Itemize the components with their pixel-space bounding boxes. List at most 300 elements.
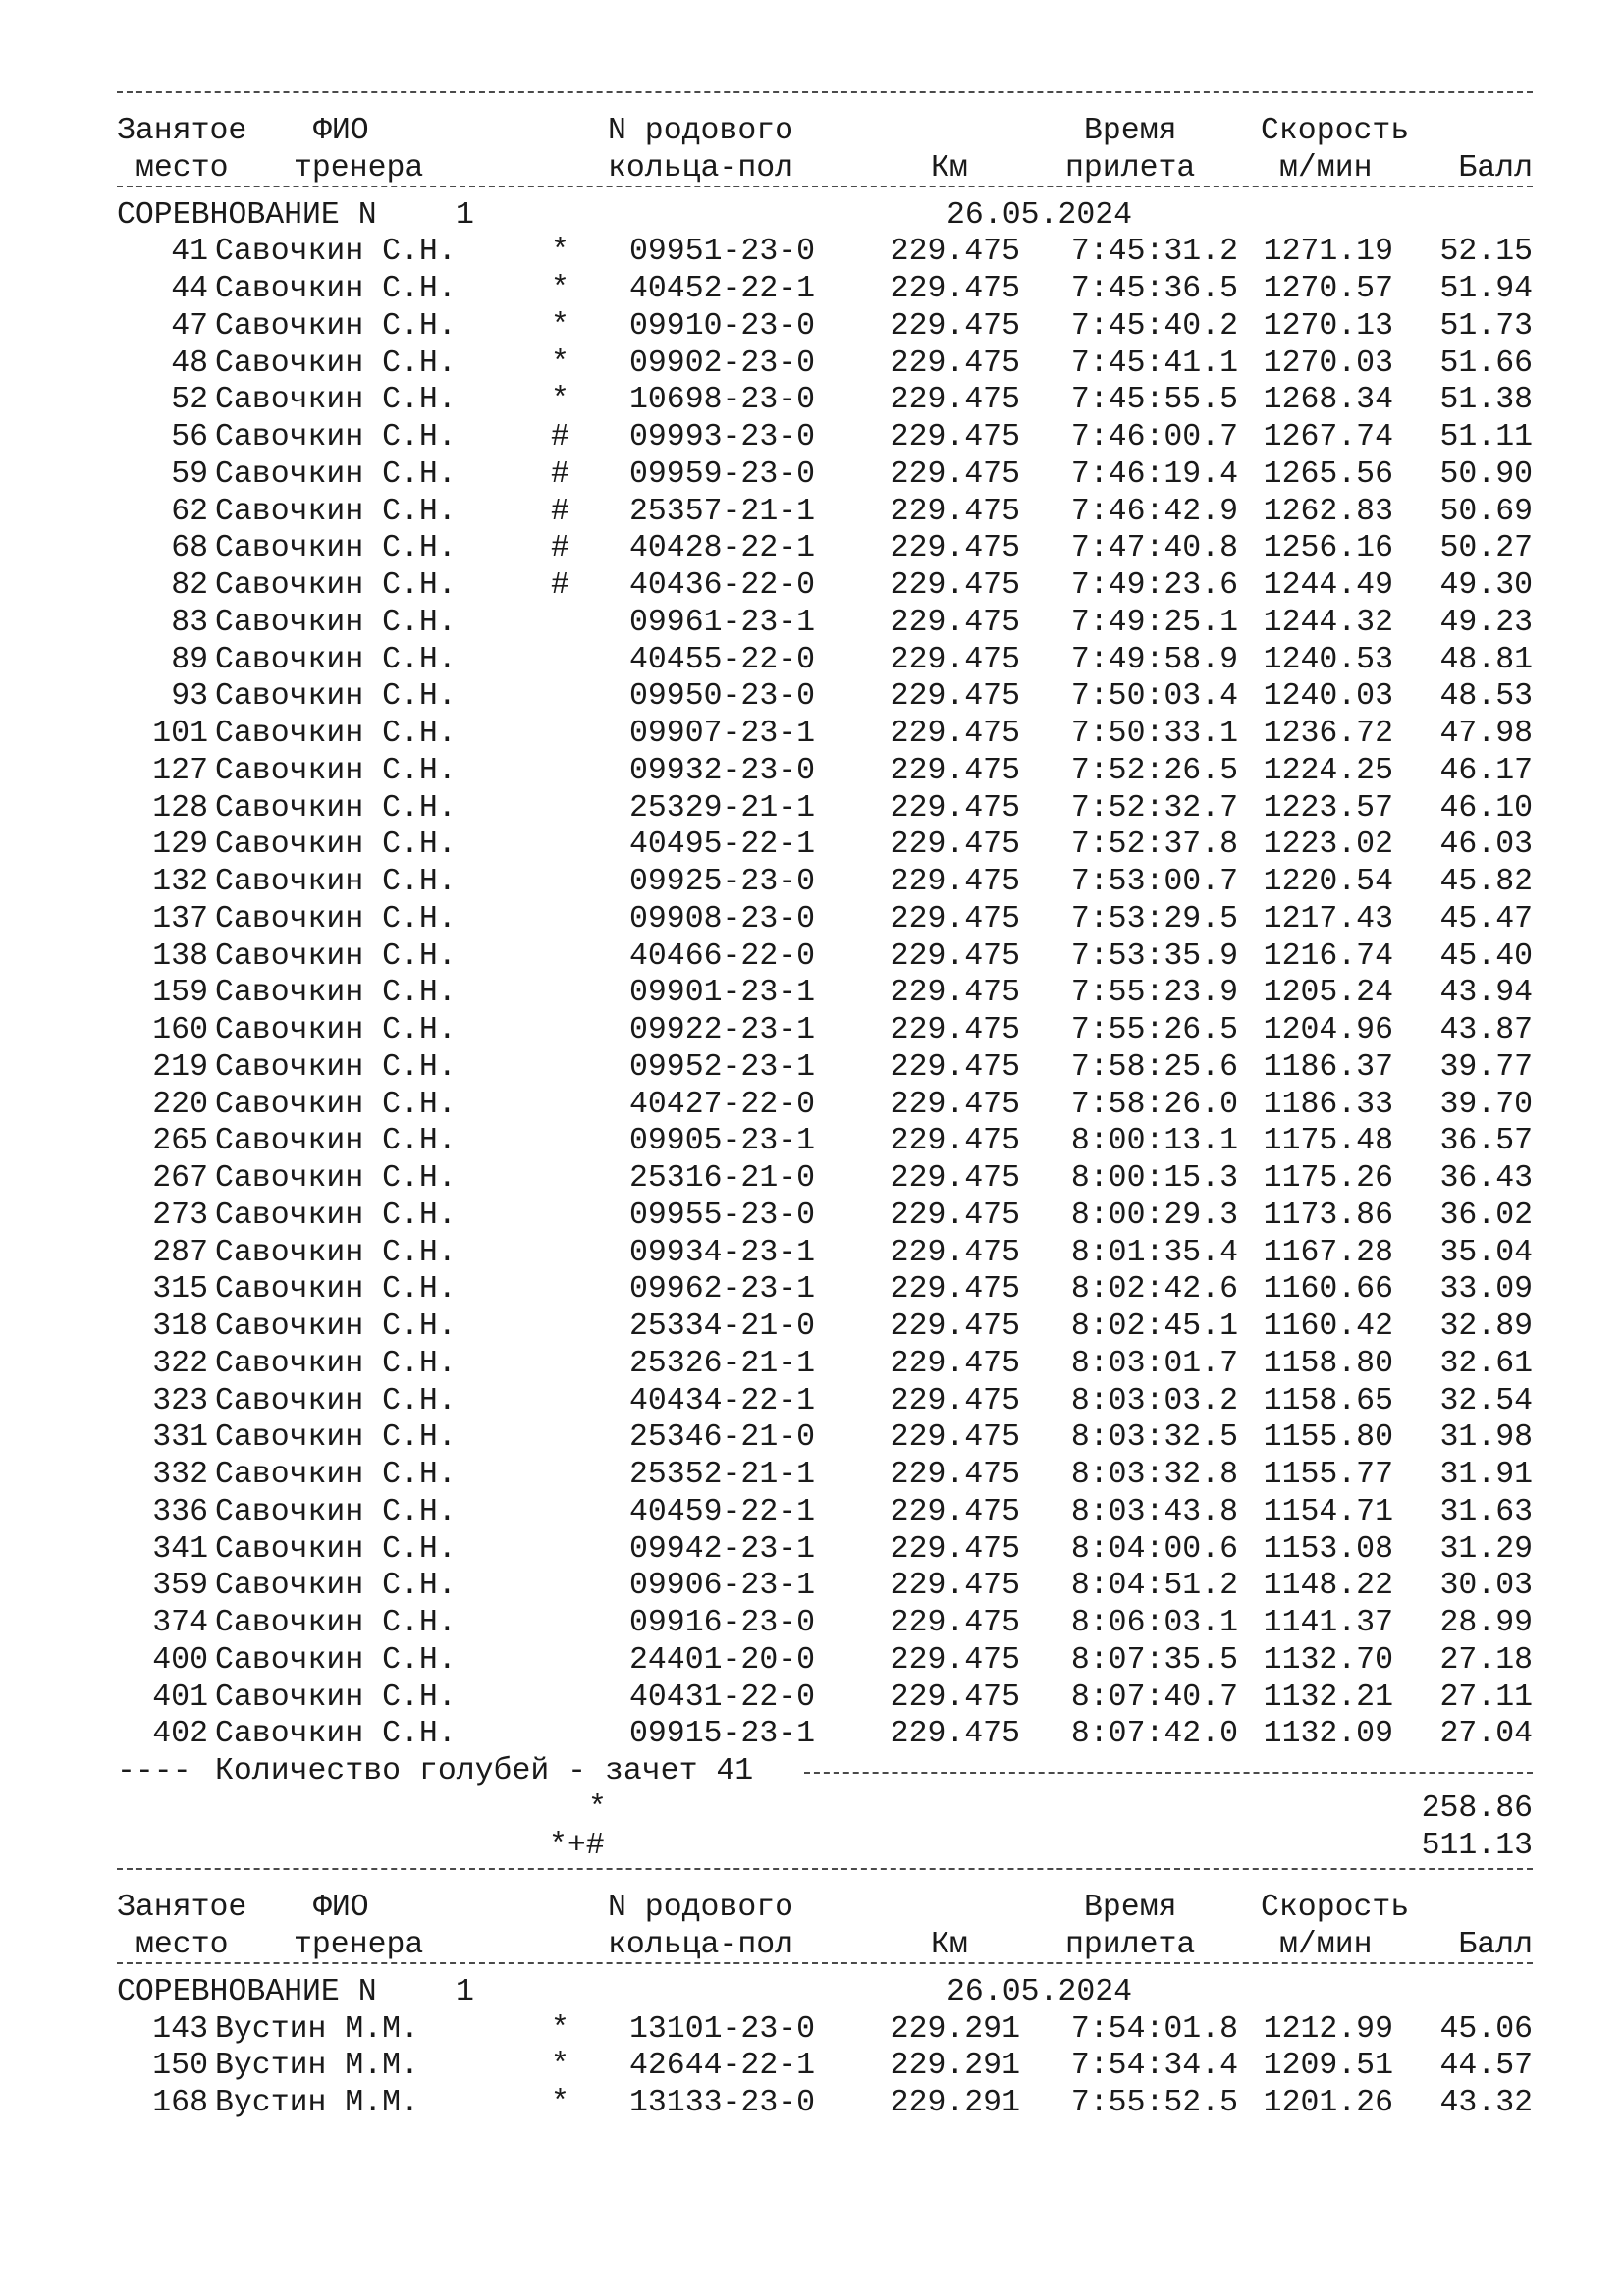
mark-cell: * [551, 383, 569, 418]
speed-cell: 1270.13 [1263, 308, 1393, 344]
arrival-time-cell: 7:53:29.5 [1070, 901, 1238, 936]
points-cell: 45.40 [1439, 938, 1533, 974]
points-cell: 39.77 [1439, 1049, 1533, 1085]
header-bottom-rule [117, 1962, 1533, 1964]
points-cell: 36.57 [1439, 1124, 1533, 1159]
place-cell: 47 [171, 308, 208, 344]
speed-cell: 1270.57 [1263, 272, 1393, 306]
table-row [117, 864, 1533, 901]
ring-number-cell: 10698-23-0 [629, 383, 816, 418]
competition-date: 26.05.2024 [947, 1974, 1133, 2009]
km-cell: 229.475 [890, 568, 1020, 603]
points-cell: 43.94 [1439, 976, 1533, 1011]
arrival-time-cell: 7:55:52.5 [1070, 2086, 1238, 2120]
trainer-name-cell: Савочкин С.Н. [215, 494, 457, 529]
arrival-time-cell: 8:04:00.6 [1070, 1531, 1238, 1567]
speed-cell: 1270.03 [1263, 346, 1393, 381]
points-cell: 52.15 [1439, 235, 1533, 270]
km-cell: 229.475 [890, 1569, 1020, 1604]
trainer-name-cell: Савочкин С.Н. [215, 1494, 457, 1529]
ring-number-cell: 13133-23-0 [629, 2086, 816, 2120]
points-cell: 45.06 [1439, 2011, 1533, 2047]
trainer-name-cell: Савочкин С.Н. [215, 1049, 457, 1085]
place-cell: 168 [152, 2086, 208, 2120]
table-row [117, 753, 1533, 790]
speed-cell: 1141.37 [1263, 1606, 1393, 1640]
trainer-name-cell: Савочкин С.Н. [215, 346, 457, 381]
points-cell: 43.87 [1439, 1013, 1533, 1047]
table-top-rule [117, 1868, 1533, 1870]
table-header-row-1 [117, 113, 1533, 150]
km-cell: 229.475 [890, 1272, 1020, 1308]
km-cell: 229.475 [890, 938, 1020, 974]
arrival-time-cell: 7:52:37.8 [1070, 828, 1238, 863]
table-row [117, 1271, 1533, 1308]
table-row [117, 1531, 1533, 1569]
points-cell: 47.98 [1439, 717, 1533, 751]
header-place-2: место [135, 150, 229, 186]
ring-number-cell: 24401-20-0 [629, 1642, 816, 1678]
table-row [117, 2085, 1533, 2122]
trainer-name-cell: Савочкин С.Н. [215, 272, 457, 306]
place-cell: 265 [152, 1124, 208, 1159]
ring-number-cell: 09905-23-1 [629, 1124, 816, 1159]
speed-cell: 1244.49 [1263, 568, 1393, 603]
trainer-name-cell: Савочкин С.Н. [215, 828, 457, 863]
table-row [117, 975, 1533, 1012]
points-cell: 51.11 [1439, 420, 1533, 454]
trainer-name-cell: Савочкин С.Н. [215, 420, 457, 454]
arrival-time-cell: 7:45:41.1 [1070, 346, 1238, 381]
speed-cell: 1262.83 [1263, 494, 1393, 529]
header-speed-2: м/мин [1279, 1928, 1373, 1962]
header-name: ФИО [313, 1891, 369, 1926]
trainer-name-cell: Савочкин С.Н. [215, 1346, 457, 1381]
points-cell: 50.27 [1439, 531, 1533, 566]
speed-cell: 1132.21 [1263, 1680, 1393, 1715]
place-cell: 160 [152, 1013, 208, 1047]
km-cell: 229.475 [890, 456, 1020, 492]
arrival-time-cell: 7:45:36.5 [1070, 272, 1238, 306]
speed-cell: 1173.86 [1263, 1198, 1393, 1233]
ring-number-cell: 09916-23-0 [629, 1606, 816, 1640]
header-ring-2: кольца-пол [608, 150, 794, 186]
arrival-time-cell: 7:54:34.4 [1070, 2049, 1238, 2084]
table-row [117, 1123, 1533, 1160]
place-cell: 267 [152, 1161, 208, 1196]
place-cell: 273 [152, 1198, 208, 1233]
place-cell: 129 [152, 828, 208, 863]
header-ring: N родового [608, 1891, 794, 1926]
table-row [117, 1642, 1533, 1680]
trainer-name-cell: Савочкин С.Н. [215, 1124, 457, 1159]
place-cell: 44 [171, 272, 208, 306]
place-cell: 101 [152, 717, 208, 751]
km-cell: 229.475 [890, 605, 1020, 640]
place-cell: 374 [152, 1606, 208, 1640]
km-cell: 229.291 [890, 2049, 1020, 2084]
trainer-name-cell: Савочкин С.Н. [215, 531, 457, 566]
speed-cell: 1223.57 [1263, 790, 1393, 826]
speed-cell: 1217.43 [1263, 901, 1393, 936]
points-cell: 45.47 [1439, 901, 1533, 936]
place-cell: 128 [152, 790, 208, 826]
competition-line [117, 1974, 1533, 2011]
arrival-time-cell: 8:00:29.3 [1070, 1198, 1238, 1233]
ring-number-cell: 25346-21-0 [629, 1420, 816, 1456]
trainer-name-cell: Савочкин С.Н. [215, 790, 457, 826]
table-row [117, 234, 1533, 271]
speed-cell: 1209.51 [1263, 2049, 1393, 2084]
place-cell: 315 [152, 1272, 208, 1308]
arrival-time-cell: 8:07:42.0 [1070, 1717, 1238, 1752]
trainer-name-cell: Савочкин С.Н. [215, 1309, 457, 1344]
table-row [117, 716, 1533, 753]
speed-cell: 1155.77 [1263, 1458, 1393, 1492]
points-cell: 45.82 [1439, 865, 1533, 899]
ring-number-cell: 25329-21-1 [629, 790, 816, 826]
arrival-time-cell: 8:03:03.2 [1070, 1383, 1238, 1418]
mark-cell: # [551, 420, 569, 454]
table-row [117, 605, 1533, 642]
km-cell: 229.475 [890, 642, 1020, 677]
mark-cell: * [551, 308, 569, 344]
km-cell: 229.475 [890, 976, 1020, 1011]
speed-cell: 1155.80 [1263, 1420, 1393, 1456]
trainer-name-cell: Савочкин С.Н. [215, 308, 457, 344]
speed-cell: 1212.99 [1263, 2011, 1393, 2047]
place-cell: 341 [152, 1531, 208, 1567]
header-km: Км [931, 1928, 968, 1962]
speed-cell: 1160.66 [1263, 1272, 1393, 1308]
km-cell: 229.475 [890, 753, 1020, 788]
speed-cell: 1236.72 [1263, 717, 1393, 751]
km-cell: 229.475 [890, 1161, 1020, 1196]
table-row [117, 271, 1533, 308]
arrival-time-cell: 7:46:00.7 [1070, 420, 1238, 454]
table-row [117, 2048, 1533, 2085]
speed-cell: 1186.37 [1263, 1049, 1393, 1085]
points-cell: 28.99 [1439, 1606, 1533, 1640]
points-cell: 36.43 [1439, 1161, 1533, 1196]
points-cell: 27.04 [1439, 1717, 1533, 1752]
trainer-name-cell: Савочкин С.Н. [215, 901, 457, 936]
speed-cell: 1158.80 [1263, 1346, 1393, 1381]
header-speed-2: м/мин [1279, 150, 1373, 186]
arrival-time-cell: 7:47:40.8 [1070, 531, 1238, 566]
table-row [117, 1235, 1533, 1272]
table-row [117, 790, 1533, 828]
header-name-2: тренера [294, 150, 424, 186]
arrival-time-cell: 7:52:26.5 [1070, 753, 1238, 788]
arrival-time-cell: 7:54:01.8 [1070, 2011, 1238, 2047]
header-time: Время [1084, 1891, 1177, 1926]
mark-cell: # [551, 494, 569, 529]
arrival-time-cell: 7:50:03.4 [1070, 679, 1238, 715]
header-time: Время [1084, 114, 1177, 148]
trainer-name-cell: Савочкин С.Н. [215, 456, 457, 492]
km-cell: 229.475 [890, 901, 1020, 936]
trainer-name-cell: Савочкин С.Н. [215, 1680, 457, 1715]
arrival-time-cell: 7:45:40.2 [1070, 308, 1238, 344]
arrival-time-cell: 8:07:35.5 [1070, 1642, 1238, 1678]
summary-count-text: Количество голубей - зачет 41 [215, 1754, 754, 1789]
table-row [117, 1605, 1533, 1642]
speed-cell: 1244.32 [1263, 605, 1393, 640]
table-header-row-2 [117, 150, 1533, 187]
table-row [117, 1494, 1533, 1531]
points-cell: 32.89 [1439, 1309, 1533, 1344]
points-cell: 51.94 [1439, 272, 1533, 306]
trainer-name-cell: Савочкин С.Н. [215, 1642, 457, 1678]
points-cell: 31.91 [1439, 1458, 1533, 1492]
km-cell: 229.475 [890, 1087, 1020, 1122]
place-cell: 359 [152, 1569, 208, 1604]
speed-cell: 1271.19 [1263, 235, 1393, 270]
trainer-name-cell: Савочкин С.Н. [215, 976, 457, 1011]
speed-cell: 1132.09 [1263, 1717, 1393, 1752]
ring-number-cell: 40455-22-0 [629, 642, 816, 677]
place-cell: 56 [171, 420, 208, 454]
km-cell: 229.291 [890, 2011, 1020, 2047]
points-cell: 31.98 [1439, 1420, 1533, 1456]
km-cell: 229.475 [890, 308, 1020, 344]
trainer-name-cell: Савочкин С.Н. [215, 383, 457, 418]
arrival-time-cell: 8:07:40.7 [1070, 1680, 1238, 1715]
competition-line [117, 197, 1533, 235]
trainer-name-cell: Савочкин С.Н. [215, 753, 457, 788]
table-row [117, 1012, 1533, 1049]
summary-combo-label: *+# [549, 1828, 605, 1863]
points-cell: 50.90 [1439, 456, 1533, 492]
place-cell: 127 [152, 753, 208, 788]
trainer-name-cell: Савочкин С.Н. [215, 235, 457, 270]
km-cell: 229.475 [890, 717, 1020, 751]
table-row [117, 530, 1533, 567]
place-cell: 138 [152, 938, 208, 974]
points-cell: 35.04 [1439, 1235, 1533, 1270]
km-cell: 229.475 [890, 1680, 1020, 1715]
km-cell: 229.475 [890, 383, 1020, 418]
arrival-time-cell: 7:53:00.7 [1070, 865, 1238, 899]
trainer-name-cell: Савочкин С.Н. [215, 679, 457, 715]
ring-number-cell: 25316-21-0 [629, 1161, 816, 1196]
ring-number-cell: 09959-23-0 [629, 456, 816, 492]
header-place: Занятое [117, 114, 247, 148]
speed-cell: 1186.33 [1263, 1087, 1393, 1122]
header-time-2: прилета [1065, 1928, 1196, 1962]
ring-number-cell: 25352-21-1 [629, 1458, 816, 1492]
speed-cell: 1158.65 [1263, 1383, 1393, 1418]
km-cell: 229.475 [890, 1458, 1020, 1492]
competition-date: 26.05.2024 [947, 197, 1133, 233]
arrival-time-cell: 7:46:19.4 [1070, 456, 1238, 492]
place-cell: 93 [171, 679, 208, 715]
ring-number-cell: 25326-21-1 [629, 1346, 816, 1381]
ring-number-cell: 13101-23-0 [629, 2011, 816, 2047]
place-cell: 401 [152, 1680, 208, 1715]
table-row [117, 494, 1533, 531]
header-name: ФИО [313, 114, 369, 148]
header-points: Балл [1458, 1928, 1533, 1962]
competition-label: СОРЕВНОВАНИЕ N [117, 1974, 377, 2009]
arrival-time-cell: 7:45:31.2 [1070, 235, 1238, 270]
ring-number-cell: 09962-23-1 [629, 1272, 816, 1308]
header-points: Балл [1458, 150, 1533, 186]
speed-cell: 1175.48 [1263, 1124, 1393, 1159]
ring-number-cell: 09932-23-0 [629, 753, 816, 788]
km-cell: 229.475 [890, 272, 1020, 306]
trainer-name-cell: Савочкин С.Н. [215, 1606, 457, 1640]
ring-number-cell: 40428-22-1 [629, 531, 816, 566]
speed-cell: 1265.56 [1263, 456, 1393, 492]
ring-number-cell: 09934-23-1 [629, 1235, 816, 1270]
trainer-name-cell: Савочкин С.Н. [215, 1458, 457, 1492]
km-cell: 229.475 [890, 1198, 1020, 1233]
summary-combo-value: 511.13 [1421, 1828, 1533, 1863]
speed-cell: 1216.74 [1263, 938, 1393, 974]
place-cell: 68 [171, 531, 208, 566]
ring-number-cell: 40452-22-1 [629, 272, 816, 306]
trainer-name-cell: Савочкин С.Н. [215, 642, 457, 677]
speed-cell: 1240.03 [1263, 679, 1393, 715]
table-row [117, 1568, 1533, 1605]
arrival-time-cell: 8:03:01.7 [1070, 1346, 1238, 1381]
points-cell: 39.70 [1439, 1087, 1533, 1122]
points-cell: 30.03 [1439, 1569, 1533, 1604]
points-cell: 50.69 [1439, 494, 1533, 529]
trainer-name-cell: Савочкин С.Н. [215, 865, 457, 899]
ring-number-cell: 09908-23-0 [629, 901, 816, 936]
ring-number-cell: 25334-21-0 [629, 1309, 816, 1344]
arrival-time-cell: 8:02:42.6 [1070, 1272, 1238, 1308]
summary-star-label: * [588, 1790, 607, 1826]
mark-cell: # [551, 568, 569, 603]
points-cell: 51.38 [1439, 383, 1533, 418]
place-cell: 318 [152, 1309, 208, 1344]
speed-cell: 1204.96 [1263, 1013, 1393, 1047]
table-row [117, 2011, 1533, 2049]
table-row [117, 1198, 1533, 1235]
km-cell: 229.475 [890, 865, 1020, 899]
header-speed: Скорость [1261, 1891, 1410, 1926]
arrival-time-cell: 8:06:03.1 [1070, 1606, 1238, 1640]
summary-combo-line [117, 1828, 1533, 1865]
trainer-name-cell: Савочкин С.Н. [215, 1531, 457, 1567]
arrival-time-cell: 8:04:51.2 [1070, 1569, 1238, 1604]
table-row [117, 827, 1533, 864]
km-cell: 229.475 [890, 1383, 1020, 1418]
speed-cell: 1256.16 [1263, 531, 1393, 566]
speed-cell: 1160.42 [1263, 1309, 1393, 1344]
table-row [117, 308, 1533, 346]
table-row [117, 678, 1533, 716]
place-cell: 137 [152, 901, 208, 936]
points-cell: 36.02 [1439, 1198, 1533, 1233]
speed-cell: 1223.02 [1263, 828, 1393, 863]
table-header-row-2 [117, 1927, 1533, 1964]
place-cell: 83 [171, 605, 208, 640]
km-cell: 229.291 [890, 2086, 1020, 2120]
ring-number-cell: 09925-23-0 [629, 865, 816, 899]
points-cell: 46.10 [1439, 790, 1533, 826]
table-row [117, 456, 1533, 494]
place-cell: 82 [171, 568, 208, 603]
competition-number: 1 [456, 1974, 474, 2009]
points-cell: 27.11 [1439, 1680, 1533, 1715]
table-header-row-1 [117, 1890, 1533, 1927]
km-cell: 229.475 [890, 828, 1020, 863]
mark-cell: * [551, 346, 569, 381]
ring-number-cell: 09950-23-0 [629, 679, 816, 715]
trainer-name-cell: Савочкин С.Н. [215, 938, 457, 974]
speed-cell: 1175.26 [1263, 1161, 1393, 1196]
ring-number-cell: 42644-22-1 [629, 2049, 816, 2084]
arrival-time-cell: 8:03:32.8 [1070, 1458, 1238, 1492]
table-row [117, 1160, 1533, 1198]
points-cell: 46.03 [1439, 828, 1533, 863]
arrival-time-cell: 7:49:23.6 [1070, 568, 1238, 603]
ring-number-cell: 09993-23-0 [629, 420, 816, 454]
place-cell: 48 [171, 346, 208, 381]
header-time-2: прилета [1065, 150, 1196, 186]
points-cell: 49.23 [1439, 605, 1533, 640]
header-speed: Скорость [1261, 114, 1410, 148]
points-cell: 32.54 [1439, 1383, 1533, 1418]
place-cell: 219 [152, 1049, 208, 1085]
table-row [117, 1680, 1533, 1717]
place-cell: 52 [171, 383, 208, 418]
table-top-rule [117, 91, 1533, 93]
ring-number-cell: 09901-23-1 [629, 976, 816, 1011]
table-row [117, 346, 1533, 383]
table-row [117, 1383, 1533, 1420]
ring-number-cell: 40436-22-0 [629, 568, 816, 603]
place-cell: 143 [152, 2011, 208, 2047]
place-cell: 159 [152, 976, 208, 1011]
km-cell: 229.475 [890, 1494, 1020, 1529]
ring-number-cell: 09961-23-1 [629, 605, 816, 640]
arrival-time-cell: 7:55:26.5 [1070, 1013, 1238, 1047]
trainer-name-cell: Савочкин С.Н. [215, 1717, 457, 1752]
points-cell: 48.53 [1439, 679, 1533, 715]
ring-number-cell: 40495-22-1 [629, 828, 816, 863]
table-row [117, 419, 1533, 456]
ring-number-cell: 09942-23-1 [629, 1531, 816, 1567]
arrival-time-cell: 7:49:25.1 [1070, 605, 1238, 640]
mark-cell: * [551, 2049, 569, 2084]
ring-number-cell: 40431-22-0 [629, 1680, 816, 1715]
km-cell: 229.475 [890, 346, 1020, 381]
header-km: Км [931, 150, 968, 186]
mark-cell: # [551, 456, 569, 492]
header-name-2: тренера [294, 1928, 424, 1962]
trainer-name-cell: Савочкин С.Н. [215, 1198, 457, 1233]
place-cell: 331 [152, 1420, 208, 1456]
trainer-name-cell: Савочкин С.Н. [215, 605, 457, 640]
speed-cell: 1224.25 [1263, 753, 1393, 788]
speed-cell: 1153.08 [1263, 1531, 1393, 1567]
place-cell: 220 [152, 1087, 208, 1122]
summary-rule-tail [804, 1772, 1533, 1774]
km-cell: 229.475 [890, 1346, 1020, 1381]
place-cell: 323 [152, 1383, 208, 1418]
place-cell: 332 [152, 1458, 208, 1492]
table-row [117, 938, 1533, 976]
competition-label: СОРЕВНОВАНИЕ N [117, 197, 377, 233]
arrival-time-cell: 7:58:25.6 [1070, 1049, 1238, 1085]
ring-number-cell: 09906-23-1 [629, 1569, 816, 1604]
